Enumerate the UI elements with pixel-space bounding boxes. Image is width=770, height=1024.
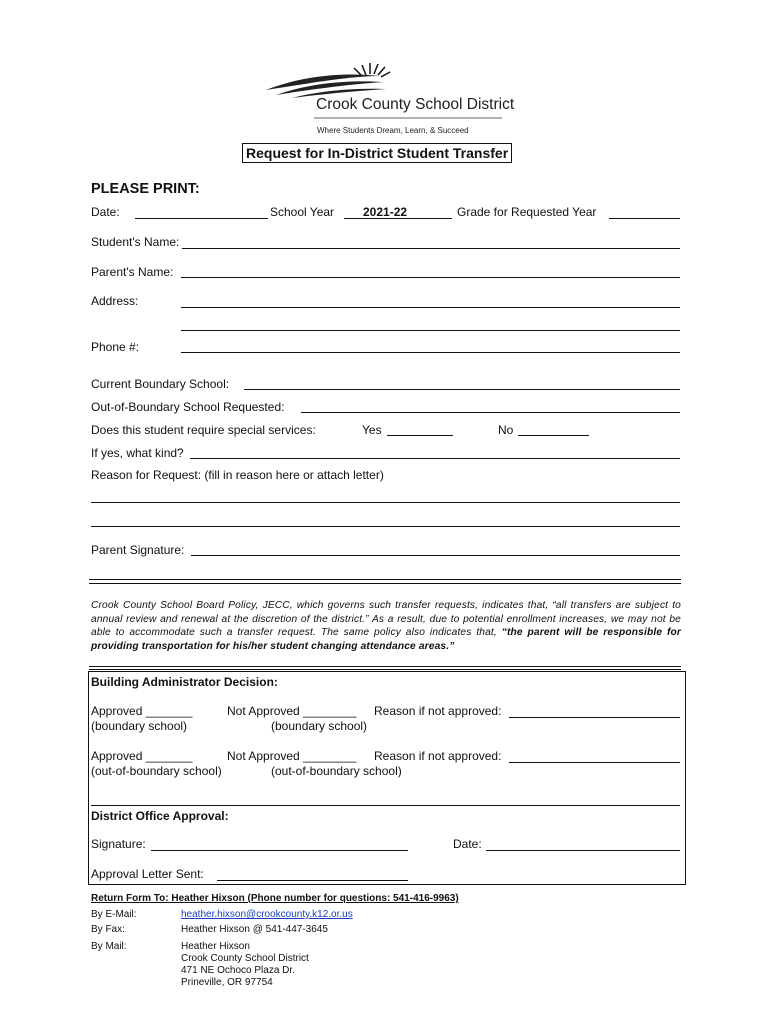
parent-name-label: Parent's Name: — [91, 265, 174, 279]
oob-school-field[interactable] — [301, 412, 680, 413]
district-name: Crook County School District — [316, 96, 515, 113]
section-divider-2 — [89, 666, 681, 670]
if-yes-label: If yes, what kind? — [91, 446, 184, 460]
district-approval-heading: District Office Approval: — [91, 809, 229, 823]
form-title: Request for In-District Student Transfer — [242, 143, 512, 163]
policy-text: Crook County School Board Policy, JECC, which governs such transfer requests, indicates that, “all transfers are subject to annual review and renewal at the discretion of the district.” As a result, due to potential enrollment increases, we may not be able to accommodate such a transfer request. The same policy also indicates that, — [91, 600, 681, 638]
mail-line-3: 471 NE Ochoco Plaza Dr. — [181, 965, 295, 976]
reason-not-approved-label-2: Reason if not approved: — [374, 749, 502, 763]
grade-field[interactable] — [609, 218, 680, 219]
fax-label: By Fax: — [91, 924, 125, 935]
reason-field-line-2[interactable] — [91, 526, 680, 527]
no-field[interactable] — [518, 435, 589, 436]
email-label: By E-Mail: — [91, 909, 137, 920]
student-name-field[interactable] — [182, 248, 680, 249]
tagline: Where Students Dream, Learn, & Succeed — [317, 126, 469, 135]
special-services-label: Does this student require special services: — [91, 423, 316, 437]
oob-school-label: Out-of-Boundary School Requested: — [91, 400, 285, 414]
district-date-field[interactable] — [486, 850, 680, 851]
current-school-field[interactable] — [244, 389, 680, 390]
please-print-heading: PLEASE PRINT: — [91, 181, 200, 197]
phone-field[interactable] — [181, 352, 680, 353]
parent-name-field[interactable] — [181, 277, 680, 278]
admin-decision-heading: Building Administrator Decision: — [91, 675, 278, 689]
parent-signature-field[interactable] — [191, 555, 680, 556]
fax-value: Heather Hixson @ 541-447-3645 — [181, 924, 328, 935]
mail-line-2: Crook County School District — [181, 953, 309, 964]
date-field[interactable] — [135, 218, 268, 219]
district-signature-field[interactable] — [151, 850, 408, 851]
address-field-line-1[interactable] — [181, 307, 680, 308]
reason-not-approved-field-2[interactable] — [509, 762, 680, 763]
district-date-label: Date: — [453, 837, 482, 851]
boundary-school-note-2: (boundary school) — [271, 719, 368, 733]
policy-bold-text: “the parent will be responsible for providing transportation for his/her student changing attendance areas.” — [91, 627, 682, 652]
approved-oob[interactable]: Approved _______ — [91, 749, 193, 763]
boundary-school-note: (boundary school) — [91, 719, 188, 733]
no-label: No — [498, 423, 514, 437]
address-field-line-2[interactable] — [181, 330, 680, 331]
reason-not-approved-label: Reason if not approved: — [374, 704, 502, 718]
current-school-label: Current Boundary School: — [91, 377, 230, 391]
mail-label: By Mail: — [91, 941, 127, 952]
mail-line-1: Heather Hixson — [181, 941, 250, 952]
approved-boundary[interactable]: Approved _______ — [91, 704, 193, 718]
district-divider — [91, 805, 680, 806]
return-heading: Return Form To: Heather Hixson (Phone number for questions: 541-416-9963) — [91, 893, 459, 904]
policy-paragraph — [91, 599, 681, 653]
not-approved-oob[interactable]: Not Approved ________ — [227, 749, 357, 763]
reason-label: Reason for Request: (fill in reason here or attach letter) — [91, 468, 384, 482]
date-label: Date: — [91, 205, 120, 219]
oob-school-note: (out-of-boundary school) — [91, 764, 222, 778]
reason-field-line-1[interactable] — [91, 502, 680, 503]
district-logo — [262, 62, 515, 142]
reason-not-approved-field[interactable] — [509, 717, 680, 718]
if-yes-field[interactable] — [190, 458, 680, 459]
grade-label: Grade for Requested Year — [457, 205, 597, 219]
yes-field[interactable] — [387, 435, 453, 436]
school-year-value: 2021-22 — [363, 205, 408, 219]
address-label: Address: — [91, 294, 139, 308]
yes-label: Yes — [362, 423, 382, 437]
parent-signature-label: Parent Signature: — [91, 543, 185, 557]
student-name-label: Student's Name: — [91, 235, 180, 249]
oob-school-note-2: (out-of-boundary school) — [271, 764, 402, 778]
phone-label: Phone #: — [91, 340, 140, 354]
section-divider — [89, 579, 681, 584]
mail-line-4: Prineville, OR 97754 — [181, 977, 273, 988]
school-year-label: School Year — [270, 205, 335, 219]
approval-letter-label: Approval Letter Sent: — [91, 867, 204, 881]
not-approved-boundary[interactable]: Not Approved ________ — [227, 704, 357, 718]
email-link[interactable]: heather.hixson@crookcounty.k12.or.us — [181, 909, 353, 920]
approval-letter-field[interactable] — [217, 880, 408, 881]
district-signature-label: Signature: — [91, 837, 146, 851]
